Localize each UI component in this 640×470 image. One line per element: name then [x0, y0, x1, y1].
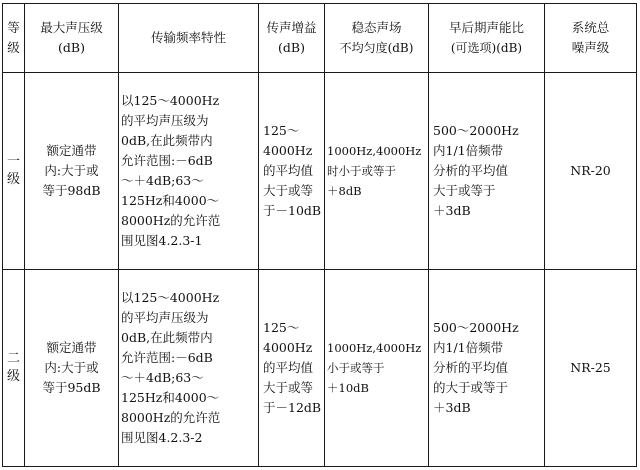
header-max-spl	[25, 4, 119, 73]
cell-noise	[545, 73, 637, 270]
header-freq-response-line-1: 传输频率特性	[150, 30, 226, 45]
table-row-grade-1	[3, 73, 637, 270]
header-noise-line-2: 噪声级	[571, 40, 610, 55]
header-freq-response	[119, 4, 259, 73]
uniformity-text: 1000Hz,4000Hz 时小于或等于 ＋8dB	[327, 144, 422, 198]
audio-spec-table	[2, 3, 637, 467]
header-noise	[545, 4, 637, 73]
gain-text: 125～ 4000Hz 的平均值 大于或等 于－10dB	[263, 123, 322, 218]
header-max-spl-line-2: (dB)	[58, 40, 85, 55]
header-gain-line-1: 传声增益	[266, 20, 317, 35]
cell-grade	[3, 270, 25, 467]
header-grade-line-2: 级	[7, 40, 20, 55]
header-energy-ratio-line-2: (可选项)(dB)	[450, 41, 523, 55]
cell-max-spl	[25, 73, 119, 270]
energy-ratio-text: 500～2000Hz 内1/1倍频带 分析的平均值 的大于或等于 ＋3dB	[433, 320, 519, 415]
header-grade	[3, 4, 25, 73]
cell-grade	[3, 73, 25, 270]
grade-label: 二级	[6, 351, 20, 384]
gain-text: 125～ 4000Hz 的平均值 大于或等 于－12dB	[263, 320, 322, 415]
cell-freq-response	[119, 270, 259, 467]
max-spl-text: 额定通带 内:大于或 等于98dB	[42, 143, 101, 198]
table-header-row	[3, 4, 637, 73]
header-uniformity-line-1: 稳态声场	[351, 20, 402, 35]
cell-freq-response	[119, 73, 259, 270]
header-gain-line-2: (dB)	[278, 40, 305, 55]
freq-response-text: 以125～4000Hz 的平均声压级为 0dB,在此频带内 允许范围:－6dB ～＋4dB;63～ 125Hz和4000～ 8000Hz的允许范 围见图4.2.3-1	[121, 93, 221, 248]
grade-label: 一级	[6, 154, 20, 187]
uniformity-text: 1000Hz,4000Hz 小于或等于 ＋10dB	[327, 341, 422, 395]
cell-max-spl	[25, 270, 119, 467]
energy-ratio-text: 500～2000Hz 内1/1倍频带 分析的平均值 大于或等于 ＋3dB	[433, 123, 519, 218]
cell-gain	[259, 270, 325, 467]
header-grade-line-1: 等	[7, 20, 20, 35]
header-energy-ratio	[429, 4, 545, 73]
header-noise-line-1: 系统总	[571, 20, 610, 35]
cell-noise	[545, 270, 637, 467]
cell-energy-ratio	[429, 270, 545, 467]
cell-uniformity	[325, 270, 429, 467]
cell-energy-ratio	[429, 73, 545, 270]
cell-gain	[259, 73, 325, 270]
noise-text: NR-20	[570, 163, 611, 178]
table-row-grade-2	[3, 270, 637, 467]
header-max-spl-line-1: 最大声压级	[40, 20, 103, 35]
cell-uniformity	[325, 73, 429, 270]
header-energy-ratio-line-1: 早后期声能比	[448, 20, 524, 35]
header-uniformity-line-2: 不均匀度(dB)	[339, 41, 414, 55]
header-uniformity	[325, 4, 429, 73]
max-spl-text: 额定通带 内:大于或 等于95dB	[42, 340, 101, 395]
freq-response-text: 以125～4000Hz 的平均声压级为 0dB,在此频带内 允许范围:－6dB ～＋4dB;63～ 125Hz和4000～ 8000Hz的允许范 围见图4.2.3-2	[121, 290, 221, 445]
noise-text: NR-25	[570, 360, 611, 375]
header-gain	[259, 4, 325, 73]
spec-table-wrapper	[2, 3, 636, 467]
